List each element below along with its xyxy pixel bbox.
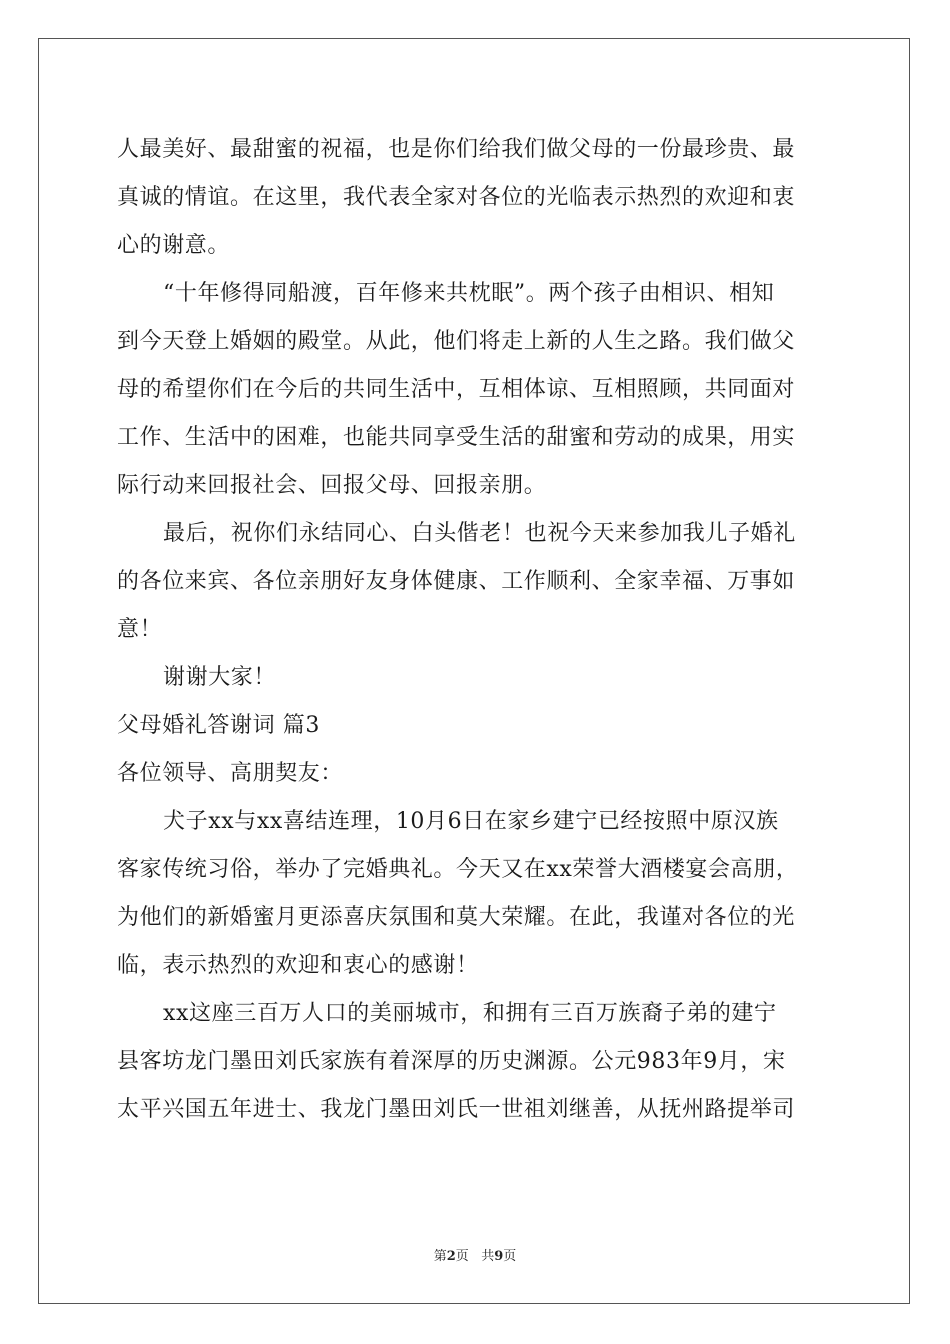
text-line: 为他们的新婚蜜月更添喜庆氛围和莫大荣耀。在此，我谨对各位的光 [117, 905, 796, 930]
document-body [117, 126, 835, 1134]
text-line: 真诚的情谊。在这里，我代表全家对各位的光临表示热烈的欢迎和衷 [117, 185, 796, 210]
text-line: 临，表示热烈的欢迎和衷心的感谢！ [117, 953, 479, 978]
paragraph-start: xx这座三百万人口的美丽城市，和拥有三百万族裔子弟的建宁 [163, 1001, 777, 1026]
text-line: 人最美好、最甜蜜的祝福，也是你们给我们做父母的一份最珍贵、最 [117, 137, 796, 162]
paragraph-start: 犬子xx与xx喜结连理，10月6日在家乡建宁已经按照中原汉族 [163, 809, 779, 834]
paragraph-start: 最后，祝你们永结同心、白头偕老！也祝今天来参加我儿子婚礼 [163, 521, 796, 546]
text-line: 际行动来回报社会、回报父母、回报亲朋。 [117, 473, 547, 498]
text-line: 客家传统习俗，举办了完婚典礼。今天又在xx荣誉大酒楼宴会高朋， [117, 857, 799, 882]
salutation: 各位领导、高朋契友： [117, 761, 344, 786]
page-prefix: 第 [433, 1249, 447, 1264]
text-line: 到今天登上婚姻的殿堂。从此，他们将走上新的人生之路。我们做父 [117, 329, 796, 354]
text-line: 工作、生活中的困难，也能共同享受生活的甜蜜和劳动的成果，用实 [117, 425, 796, 450]
text-line: 县客坊龙门墨田刘氏家族有着深厚的历史渊源。公元983年9月，宋 [117, 1049, 786, 1074]
text-line: 意！ [117, 617, 163, 642]
page-number: 2 [446, 1249, 456, 1264]
thanks-line: 谢谢大家！ [163, 665, 277, 690]
total-prefix: 共 [481, 1249, 495, 1264]
page-suffix: 页 [455, 1249, 469, 1264]
total-suffix: 页 [503, 1249, 517, 1264]
section-title: 父母婚礼答谢词 篇3 [117, 713, 320, 738]
page-footer [0, 1248, 950, 1266]
total-pages: 9 [494, 1249, 504, 1264]
text-line: 太平兴国五年进士、我龙门墨田刘氏一世祖刘继善，从抚州路提举司 [117, 1097, 796, 1122]
paragraph-start: “十年修得同船渡，百年修来共枕眠”。两个孩子由相识、相知 [163, 281, 775, 306]
text-line: 的各位来宾、各位亲朋好友身体健康、工作顺利、全家幸福、万事如 [117, 569, 796, 594]
text-line: 母的希望你们在今后的共同生活中，互相体谅、互相照顾，共同面对 [117, 377, 796, 402]
text-line: 心的谢意。 [117, 233, 231, 258]
